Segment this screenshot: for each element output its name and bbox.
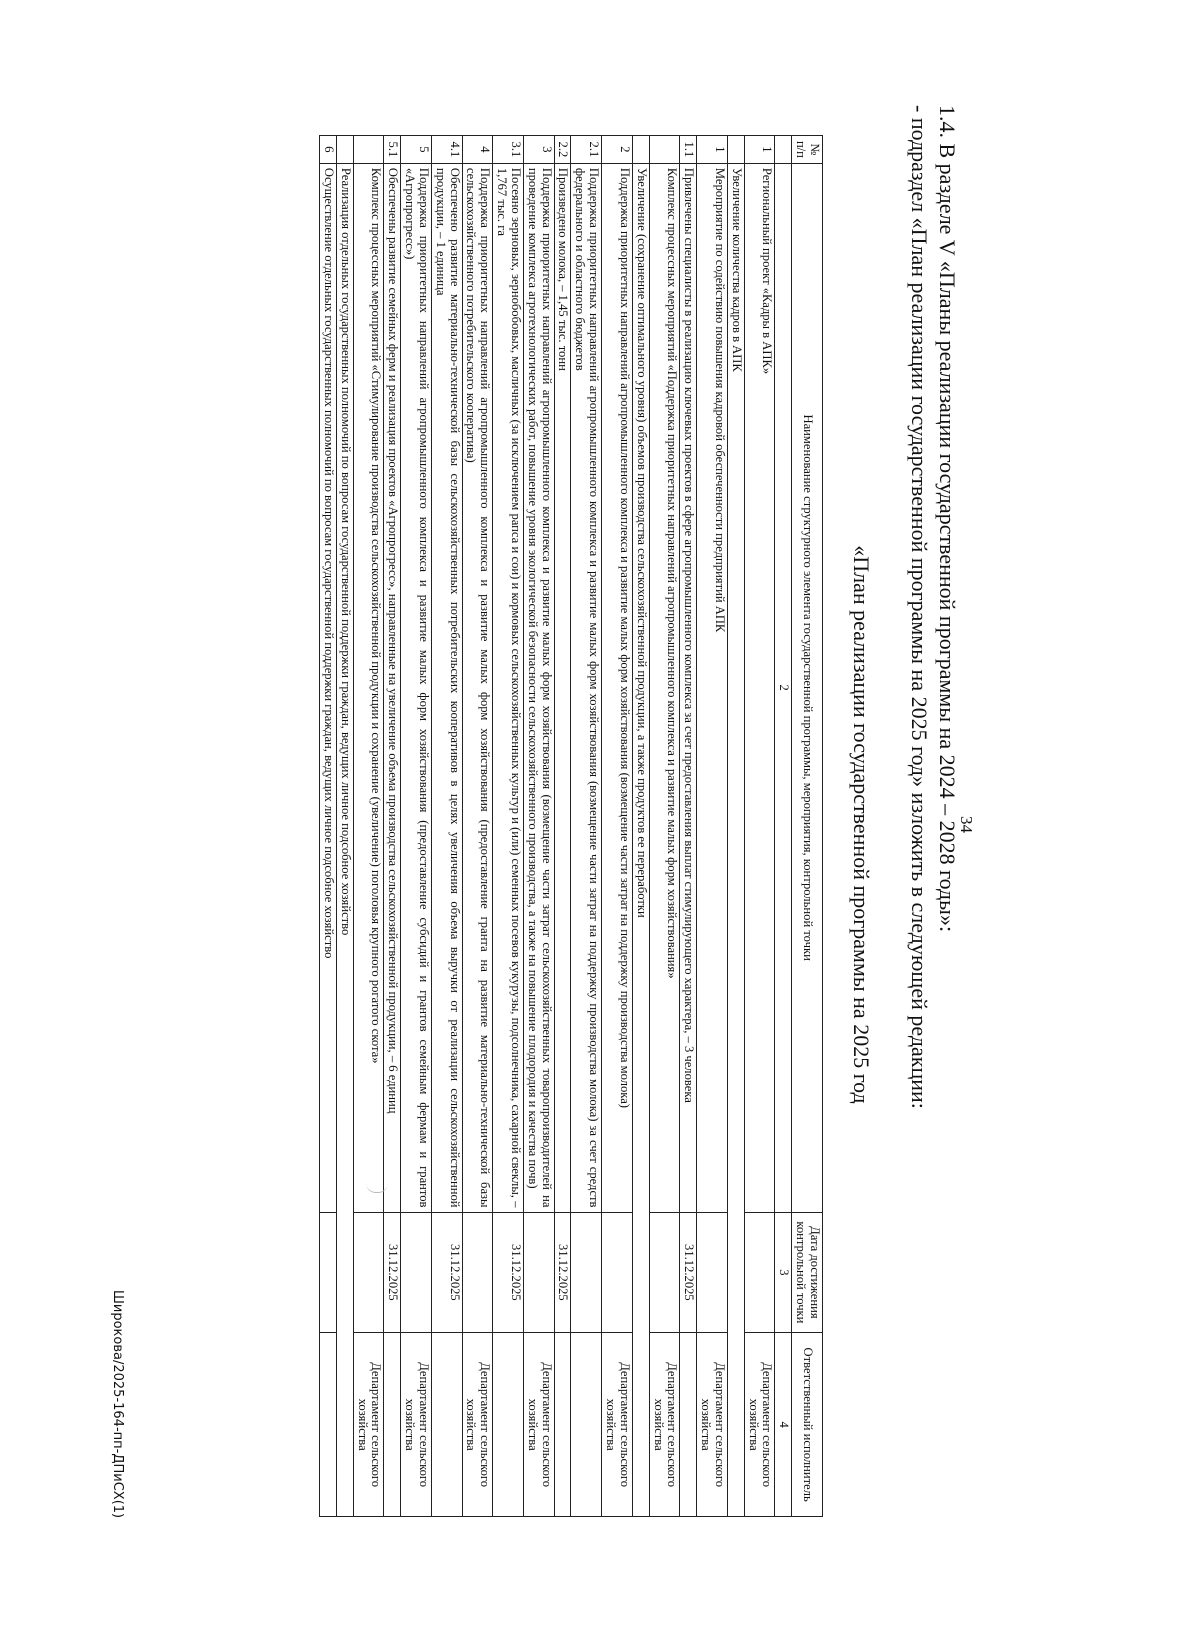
cell-exec: Департамент сельского хозяйства — [697, 1333, 728, 1517]
document-footer: Широкова/2025-164-пп-ДПиСХ(1) — [110, 1290, 125, 1519]
amendment-subheading: - подраздел «План реализации государственной программы на 2025 год» изложить в следующей редакции: — [907, 105, 932, 1109]
table-row — [462, 136, 493, 1517]
cell-exec — [320, 1333, 337, 1517]
cell-name: Поддержка приоритетных направлений агропромышленного комплекса и развитие малых форм хозяйствования (предоставление гранта на развитие материально-технической базы сельскохозяйственного потребительского кооператива) — [462, 163, 493, 1212]
cell-num: 4 — [462, 136, 493, 164]
cell-name: Мероприятие по содействию повышения кадровой обеспеченности предприятий АПК — [697, 163, 728, 1212]
cell-name: Комплекс процессных мероприятий «Стимулирование производства сельскохозяйственной продукции и сохранение (увеличение) поголовья крупного рогатого скота» — [353, 163, 384, 1212]
cell-exec — [680, 1333, 697, 1517]
cell-exec: Департамент сельского хозяйства — [353, 1333, 384, 1517]
table-row — [353, 136, 384, 1517]
cell-date — [602, 1212, 633, 1333]
cell-num: 2 — [602, 136, 633, 164]
cell-num: 3.1 — [493, 136, 524, 164]
cell-num — [649, 136, 680, 164]
header-number-4: 4 — [775, 1333, 792, 1517]
header-number-3: 3 — [775, 1212, 792, 1333]
cell-exec — [493, 1333, 524, 1517]
table-row — [571, 136, 602, 1517]
cell-exec: Департамент сельского хозяйства — [649, 1333, 680, 1517]
cell-exec: Департамент сельского хозяйства — [523, 1333, 554, 1517]
header-exec: Ответственный исполнитель — [792, 1333, 823, 1517]
table-section-row — [727, 136, 744, 1517]
cell-name: Обеспечено развитие материально-технической базы сельскохозяйственных потребительских кооперативов в целях увеличения объема выручки от реализации сельскохозяйственной продукции, – 1 единица — [431, 163, 462, 1212]
cell-exec — [554, 1333, 571, 1517]
cell-date — [649, 1212, 680, 1333]
cell-exec — [571, 1333, 602, 1517]
table-row — [602, 136, 633, 1517]
cell-name: Произведено молока, – 1,45 тыс. тонн — [554, 163, 571, 1212]
table-row — [431, 136, 462, 1517]
cell-date: 31.12.2025 — [431, 1212, 462, 1333]
cell-date: 31.12.2025 — [384, 1212, 401, 1333]
plan-table — [319, 135, 823, 1517]
cell-name: Привлечены специалисты в реализацию ключевых проектов в сфере агропромышленного комплекса за счет предоставления выплат стимулирующего характера, – 3 человека — [680, 163, 697, 1212]
cell-date: 31.12.2025 — [680, 1212, 697, 1333]
cell-exec — [431, 1333, 462, 1517]
header-number-1 — [775, 136, 792, 164]
header-date: Дата достижения контрольной точки — [792, 1212, 823, 1333]
cell-num: 5 — [401, 136, 432, 164]
cell-date: 31.12.2025 — [554, 1212, 571, 1333]
amendment-heading: 1.4. В разделе V «Планы реализации государственной программы на 2024 – 2028 годы»: — [935, 105, 960, 933]
cell-date — [353, 1212, 384, 1333]
cell-num: 1.1 — [680, 136, 697, 164]
cell-exec: Департамент сельского хозяйства — [462, 1333, 493, 1517]
table-row — [493, 136, 524, 1517]
cell-date — [744, 1212, 775, 1333]
cell-date — [697, 1212, 728, 1333]
cell-name: Поддержка приоритетных направлений агропромышленного комплекса и развитие малых форм хозяйствования (возмещение части затрат сельскохозяйственных товаропроизводителей на проведение комплекса агротехнологических работ, повышение уровня экологической безопасности сельскохозяйственного производства, а также на повышение плодородия и качества почв) — [523, 163, 554, 1212]
cell-num — [632, 136, 649, 164]
cell-section-title: Увеличение количества кадров в АПК — [727, 163, 744, 1516]
cell-name: Поддержка приоритетных направлений агропромышленного комплекса и развитие малых форм хозяйствования (возмещение части затрат на поддержку производства молока) за счет средств федерального и областного бюджетов — [571, 163, 602, 1212]
table-header-numbers-row — [775, 136, 792, 1517]
cell-name: Обеспечены развитие семейных ферм и реализация проектов «Агропрогресс», направленные на увеличение объема производства сельскохозяйственной продукции, – 6 единиц — [384, 163, 401, 1212]
table-row — [680, 136, 697, 1517]
cell-date — [401, 1212, 432, 1333]
table-row — [523, 136, 554, 1517]
cell-num — [353, 136, 384, 164]
cell-num: 2.1 — [571, 136, 602, 164]
cell-num: 5.1 — [384, 136, 401, 164]
table-row — [697, 136, 728, 1517]
cell-num: 6 — [320, 136, 337, 164]
plan-table-body — [320, 136, 775, 1517]
cell-date — [571, 1212, 602, 1333]
cell-name: Поддержка приоритетных направлений агропромышленного комплекса и развитие малых форм хозяйствования (возмещение части затрат на поддержку производства молока) — [602, 163, 633, 1212]
cell-section-title: Реализация отдельных государственных полномочий по вопросам государственной поддержки граждан, ведущих личное подсобное хозяйство — [336, 163, 353, 1516]
header-name: Наименование структурного элемента государственной программы, мероприятия, контрольной точки — [792, 163, 823, 1212]
cell-num: 2.2 — [554, 136, 571, 164]
header-number-2: 2 — [775, 163, 792, 1212]
cell-name: Посеяно зерновых, зернобобовых, масличных (за исключением рапса и сои) и кормовых сельскохозяйственных культур и (или) семенных посевов кукурузы, подсолнечника, сахарной свеклы, – 1,767 тыс. га — [493, 163, 524, 1212]
cell-name: Осуществление отдельных государственных полномочий по вопросам государственной поддержки граждан, ведущих личное подсобное хозяйство — [320, 163, 337, 1212]
cell-date — [320, 1212, 337, 1333]
cell-num: 3 — [523, 136, 554, 164]
cell-date: 31.12.2025 — [493, 1212, 524, 1333]
table-section-row — [336, 136, 353, 1517]
table-section-row — [632, 136, 649, 1517]
cell-section-title: Увеличение (сохранение оптимального уровня) объемов производства сельскохозяйственной продукции, а также продуктов ее переработки — [632, 163, 649, 1516]
plan-title: «План реализации государственной программы на 2025 год — [849, 545, 874, 1104]
cell-exec: Департамент сельского хозяйства — [401, 1333, 432, 1517]
cell-num — [727, 136, 744, 164]
cell-date — [462, 1212, 493, 1333]
header-num: № п/п — [792, 136, 823, 164]
table-header-row — [792, 136, 823, 1517]
cell-exec — [384, 1333, 401, 1517]
cell-num: 4.1 — [431, 136, 462, 164]
table-row — [649, 136, 680, 1517]
table-row — [401, 136, 432, 1517]
table-row — [384, 136, 401, 1517]
page-number: 34 — [957, 816, 976, 833]
table-row — [744, 136, 775, 1517]
cell-num — [336, 136, 353, 164]
cell-name: Комплекс процессных мероприятий «Поддержка приоритетных направлений агропромышленного комплекса и развитие малых форм хозяйствования» — [649, 163, 680, 1212]
cell-num: 1 — [697, 136, 728, 164]
cell-name: Региональный проект «Кадры в АПК» — [744, 163, 775, 1212]
table-row — [554, 136, 571, 1517]
cell-date — [523, 1212, 554, 1333]
table-row — [320, 136, 337, 1517]
cell-exec: Департамент сельского хозяйства — [602, 1333, 633, 1517]
cell-name: Поддержка приоритетных направлений агропромышленного комплекса и развитие малых форм хозяйствования (предоставление субсидий и грантов семейным фермам и грантов «Агропрогресс») — [401, 163, 432, 1212]
cell-num: 1 — [744, 136, 775, 164]
cell-exec: Департамент сельского хозяйства — [744, 1333, 775, 1517]
